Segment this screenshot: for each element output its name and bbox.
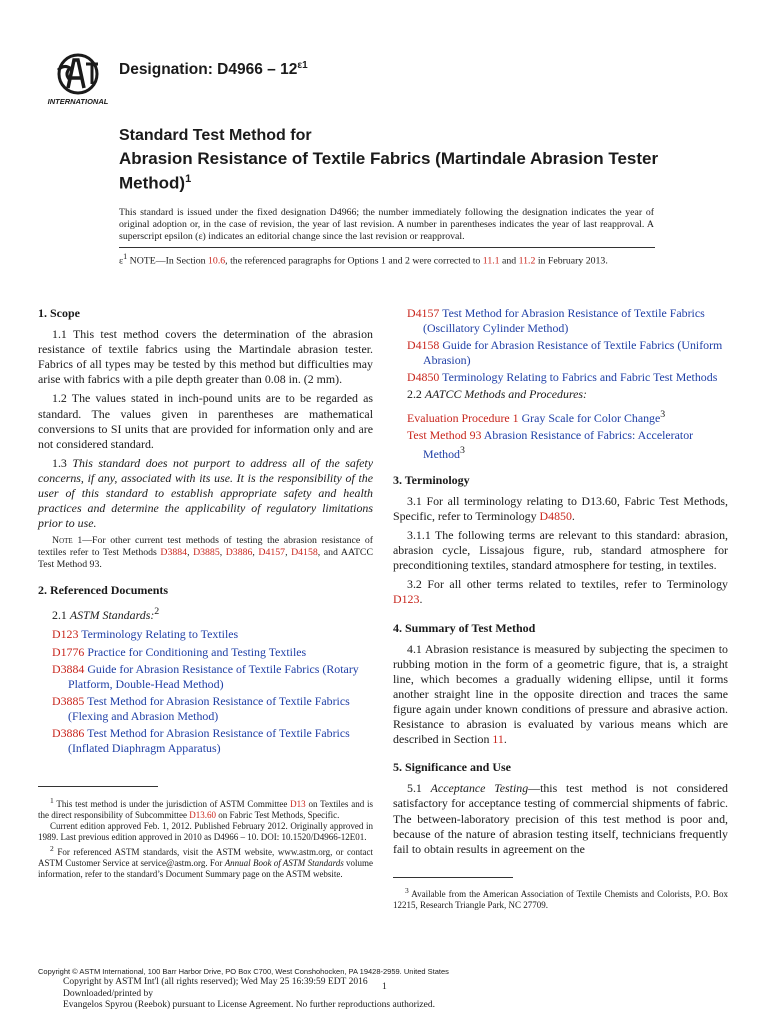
reference-item[interactable]: Evaluation Procedure 1 Gray Scale for Color Change$^3$ <box>407 408 666 425</box>
section-heading-terminology: 3. Terminology <box>393 472 470 487</box>
section-heading-referenced-documents: 2. Referenced Documents <box>38 583 169 598</box>
reference-item[interactable]: D4850 Terminology Relating to Fabrics and Fabric Test Methods <box>407 370 718 385</box>
paragraph-2-1: 2.1 ASTM Standards:$^2$ <box>52 606 160 623</box>
document-title: Abrasion Resistance of Textile Fabrics (Martindale Abrasion Tester Method)$^1$ <box>119 149 659 193</box>
copyright-footer: Copyright © ASTM International, 100 Barr Harbor Drive, PO Box C700, West Conshohocken, PA 19428-2959. United States <box>38 967 449 976</box>
reference-item[interactable]: Test Method 93 Abrasion Resistance of Fabrics: Accelerator Method$^3$ <box>407 427 694 461</box>
footnote-1-edition: Current edition approved Feb. 1, 2012. Published February 2012. Originally approved in 1989. Last previous edition approved in 2010 as D4966 – 10. DOI: 10.1520/D4966-12E01. <box>38 821 373 842</box>
footnotes-left <box>38 795 373 880</box>
paragraph-3-1-1: 3.1.1 The following terms are relevant to this standard: abrasion, abrasion cycle, Lissajous figure, rub, standard atmosphere for preconditioning textiles, standard atmosphere for testing, in textiles. <box>393 528 728 573</box>
title-pre: Standard Test Method for <box>119 127 312 144</box>
section-heading-significance: 5. Significance and Use <box>393 760 512 775</box>
reference-item[interactable]: D3886 Test Method for Abrasion Resistance of Textile Fabrics (Inflated Diaphragm Apparatus) <box>52 726 350 756</box>
footnote-divider <box>393 877 513 878</box>
link-d4158[interactable]: D4158 <box>291 547 318 559</box>
right-column <box>393 306 728 861</box>
paragraph-1-3: 1.3 This standard does not purport to address all of the safety concerns, if any, associated with its use. It is the responsibility of the user of this standard to establish appropriate safety and health practices and determine the applicability of regulatory limitations prior to use. <box>38 455 373 531</box>
editorial-note: $\varepsilon^1$ NOTE—In Section 10.6, the referenced paragraphs for Options 1 and 2 were corrected to 11.1 and 11.2 in February 2013. <box>119 252 608 267</box>
link-d3885[interactable]: D3885 <box>193 547 220 559</box>
reference-item[interactable]: D3885 Test Method for Abrasion Resistance of Textile Fabrics (Flexing and Abrasion Method) <box>52 693 350 723</box>
reference-item[interactable]: D4157 Test Method for Abrasion Resistance of Textile Fabrics (Oscillatory Cylinder Method) <box>407 306 705 336</box>
link-d13[interactable]: D13 <box>290 799 306 809</box>
link-11-2[interactable]: 11.2 <box>518 255 536 267</box>
astm-logo <box>44 50 112 106</box>
download-notice: Copyright by ASTM Int'l (all rights reserved); Wed May 25 16:39:59 EDT 2016 Downloaded/printed by Evangelos Spyrou (Reebok) pursuant to License Agreement. No further reproductions authorized. <box>63 977 435 1010</box>
link-10-6[interactable]: 10.6 <box>208 255 226 267</box>
link-d13-60[interactable]: D13.60 <box>189 810 216 820</box>
section-heading-scope: 1. Scope <box>38 306 80 320</box>
logo-wordmark: INTERNATIONAL <box>47 97 109 106</box>
paragraph-1-1: 1.1 This test method covers the determination of the abrasion resistance of textile fabrics using the Martindale abrasion tester. Fabrics of all types may be tested by this method but difficulties may arise with fabrics with a pile depth greater than 0.08 in. (2 mm). <box>38 327 373 387</box>
link-d123[interactable]: D123 <box>393 592 420 607</box>
footnote-2: $^2$ For referenced ASTM standards, visit the ASTM website, www.astm.org, or contact ASTM Customer Service at service@astm.org. For Annual Book of ASTM Standards volume information, refer to the standard’s Document Summary page on the ASTM website. <box>38 844 374 879</box>
designation: Designation: $D4966 - 12^{\varepsilon 1}$ <box>119 60 308 79</box>
note-1: Note 1—For other current test methods of testing the abrasion resistance of textiles refer to Test Methods D3884, D3885, D3886, D4157, D4158, and AATCC Test Method 93. <box>38 535 373 571</box>
reference-item[interactable]: D4158 Guide for Abrasion Resistance of Textile Fabrics (Uniform Abrasion) <box>407 338 723 368</box>
paragraph-4-1: 4.1 Abrasion resistance is measured by subjecting the specimen to rubbing motion in the form of a geometric figure, that is, a straight line, which becomes a gradually widening ellipse, until it forms another straight line in the opposite direction and traces the same figure again under known conditions of pressure and abrasive action. Resistance to abrasion is evaluated by various means which are described in Section 11. <box>393 641 728 747</box>
link-d4850[interactable]: D4850 <box>539 508 572 523</box>
divider <box>119 247 655 248</box>
paragraph-1-2: 1.2 The values stated in inch-pound units are to be regarded as standard. The values given in parentheses are mathematical conversions to SI units that are provided for information only and are not considered standard. <box>38 391 373 451</box>
link-section-11[interactable]: 11 <box>492 732 504 747</box>
page-number: 1 <box>382 982 387 992</box>
left-column <box>38 306 373 758</box>
footnote-divider <box>38 786 158 787</box>
paragraph-3-1: 3.1 For all terminology relating to D13.60, Fabric Test Methods, Specific, refer to Terminology D4850. <box>393 493 728 523</box>
paragraph-2-2: 2.2 AATCC Methods and Procedures: <box>407 387 587 402</box>
link-11-1[interactable]: 11.1 <box>482 255 500 267</box>
footnote-1: $^1$ This test method is under the jurisdiction of ASTM Committee D13 on Textiles and is the direct responsibility of Subcommittee D13.60 on Fabric Test Methods, Specific. <box>38 796 373 820</box>
issuance-statement: This standard is issued under the fixed designation D4966; the number immediately following the designation indicates the year of original adoption or, in the case of revision, the year of last revision. A number in parentheses indicates the year of last reapproval. A superscript epsilon (ε) indicates an editorial change since the last revision or reapproval. <box>119 207 654 243</box>
paragraph-5-1: 5.1 Acceptance Testing—this test method is not considered satisfactory for acceptance testing of commercial shipments of fabric. The between-laboratory precision of this test method is poor and, because of the nature of abrasion testing itself, technicians frequently fail to obtain results in agreement on the <box>393 781 728 856</box>
paragraph-3-2: 3.2 For all other terms related to textiles, refer to Terminology D123. <box>393 577 728 607</box>
reference-item[interactable]: D123 Terminology Relating to Textiles <box>52 627 239 642</box>
link-d3884[interactable]: D3884 <box>160 547 188 559</box>
section-heading-summary: 4. Summary of Test Method <box>393 620 536 635</box>
reference-item[interactable]: D3884 Guide for Abrasion Resistance of Textile Fabrics (Rotary Platform, Double-Head Method) <box>52 661 359 691</box>
link-d3886[interactable]: D3886 <box>225 547 253 559</box>
footnote-3: $^3$ Available from the American Association of Textile Chemists and Colorists, P.O. Box 12215, Research Triangle Park, NC 27709. <box>393 886 728 910</box>
link-d4157[interactable]: D4157 <box>258 547 286 559</box>
reference-item[interactable]: D1776 Practice for Conditioning and Testing Textiles <box>52 644 307 659</box>
